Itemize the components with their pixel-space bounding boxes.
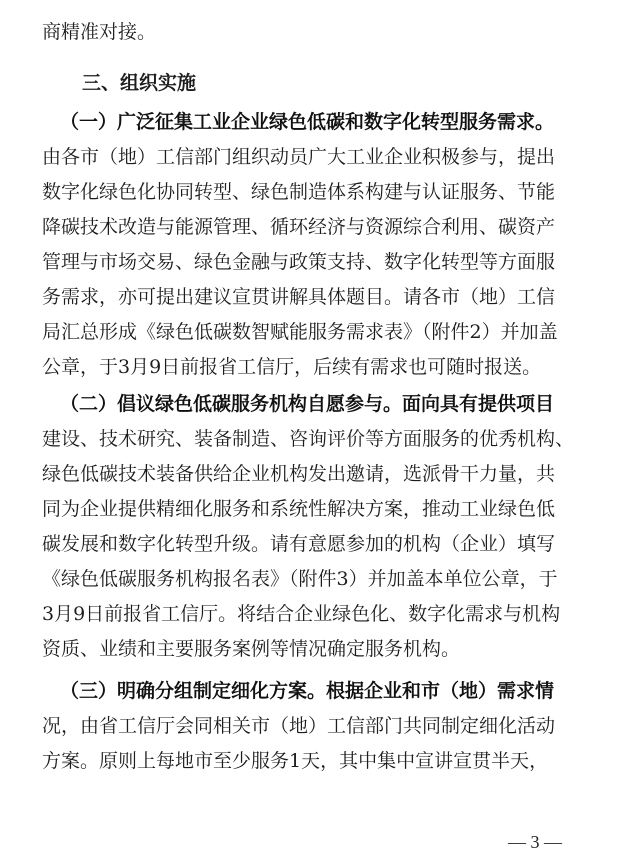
- page-number: — 3 —: [508, 832, 562, 852]
- text-line: 同为企业提供精细化服务和系统性解决方案，推动工业绿色低: [42, 498, 556, 520]
- text-line: 管理与市场交易、绿色金融与政策支持、数字化转型等方面服: [42, 251, 556, 273]
- text-line: 方案。原则上每地市至少服务1天，其中集中宣讲宣贯半天，: [42, 750, 549, 772]
- text-line: 降碳技术改造与能源管理、循环经济与资源综合利用、碳资产: [42, 216, 556, 238]
- text-line: 务需求，亦可提出建议宣贯讲解具体题目。请各市（地）工信: [42, 286, 556, 308]
- subsection-heading: （二）倡议绿色低碳服务机构自愿参与。面向具有提供项目: [60, 393, 555, 415]
- subsection-heading: （一）广泛征集工业企业绿色低碳和数字化转型服务需求。: [60, 111, 555, 133]
- text-line: 碳发展和数字化转型升级。请有意愿参加的机构（企业）填写: [42, 533, 556, 555]
- section-heading: 三、组织实施: [82, 72, 197, 94]
- subsection-heading: （三）明确分组制定细化方案。根据企业和市（地）需求情: [60, 680, 555, 702]
- text-line: 绿色低碳技术装备供给企业机构发出邀请，选派骨干力量，共: [42, 463, 556, 485]
- text-line: 3月9日前报省工信厅。将结合企业绿色化、数字化需求与机构: [42, 603, 561, 625]
- text-line: 公章，于3月9日前报省工信厅，后续有需求也可随时报送。: [42, 356, 542, 378]
- text-line: 局汇总形成《绿色低碳数智赋能服务需求表》（附件2）并加盖: [42, 321, 558, 343]
- text-line: 资质、业绩和主要服务案例等情况确定服务机构。: [42, 638, 461, 660]
- text-line: 数字化绿色化协同转型、绿色制造体系构建与认证服务、节能: [42, 181, 556, 203]
- text-line: 《绿色低碳服务机构报名表》（附件3）并加盖本单位公章，于: [42, 568, 558, 590]
- text-line: 建设、技术研究、装备制造、咨询评价等方面服务的优秀机构、: [42, 428, 575, 450]
- text-line: 由各市（地）工信部门组织动员广大工业企业积极参与，提出: [42, 146, 556, 168]
- text-line: 况，由省工信厅会同相关市（地）工信部门共同制定细化活动: [42, 715, 556, 737]
- text-line: 商精准对接。: [42, 21, 157, 43]
